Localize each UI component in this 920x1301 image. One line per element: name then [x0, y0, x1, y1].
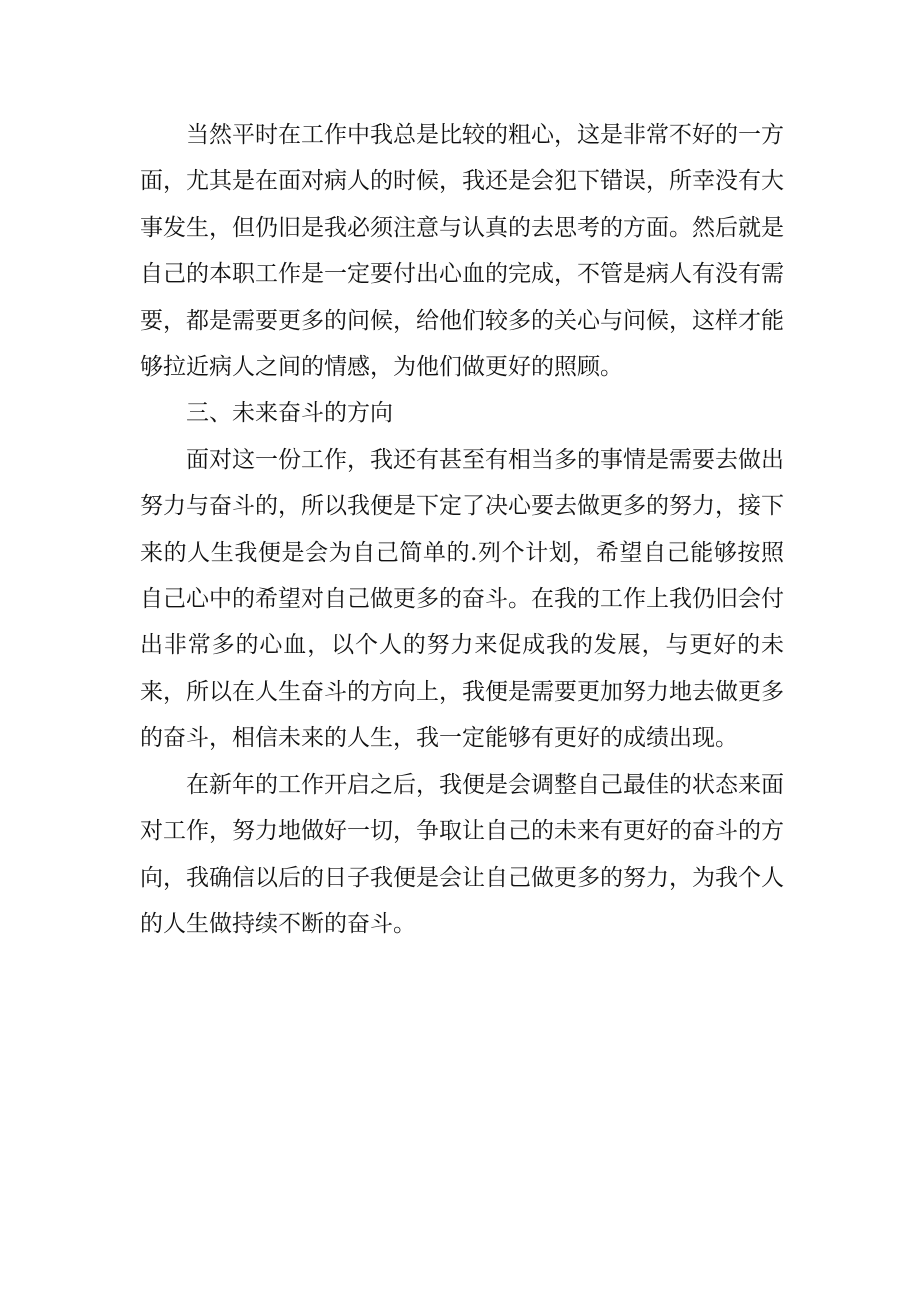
document-body	[140, 112, 784, 947]
section-heading-future-direction: 三、未来奋斗的方向	[186, 400, 393, 427]
paragraph-carelessness: 当然平时在工作中我总是比较的粗心，这是非常不好的一方面，尤其是在面对病人的时候，我还是会犯下错误，所幸没有大事发生，但仍旧是我必须注意与认真的去思考的方面。然后就是自己的本职工作是一定要付出心血的完成，不管是病人有没有需要，都是需要更多的问候，给他们较多的关心与问候，这样才能够拉近病人之间的情感，为他们做更好的照顾。	[140, 122, 784, 381]
paragraph-new-year: 在新年的工作开启之后，我便是会调整自己最佳的状态来面对工作，努力地做好一切，争取让自己的未来有更好的奋斗的方向，我确信以后的日子我便是会让自己做更多的努力，为我个人的人生做持续不断的奋斗。	[140, 771, 784, 937]
paragraph-future-plan: 面对这一份工作，我还有甚至有相当多的事情是需要去做出努力与奋斗的，所以我便是下定了决心要去做更多的努力，接下来的人生我便是会为自己简单的.列个计划，希望自己能够按照自己心中的希望对自己做更多的奋斗。在我的工作上我仍旧会付出非常多的心血，以个人的努力来促成我的发展，与更好的未来，所以在人生奋斗的方向上，我便是需要更加努力地去做更多的奋斗，相信未来的人生，我一定能够有更好的成绩出现。	[140, 446, 784, 752]
